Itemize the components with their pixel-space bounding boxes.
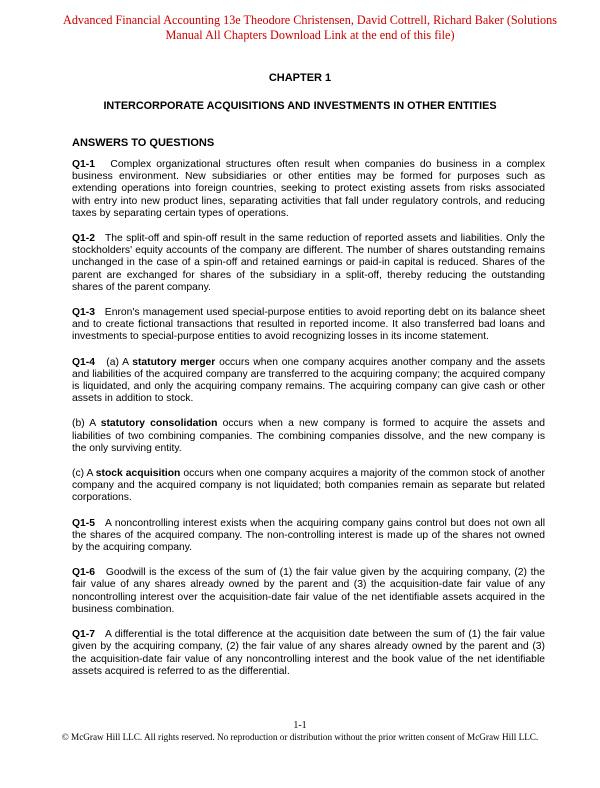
question-number: Q1-3 (72, 307, 95, 319)
answer-q1-2 (72, 233, 545, 294)
term-stock-acquisition: stock acquisition (95, 468, 181, 480)
copyright-notice: © McGraw Hill LLC. All rights reserved. No reproduction or distribution without the prior written consent of McGraw Hill LLC. (61, 732, 539, 742)
answer-q1-4c (72, 468, 545, 505)
page-number: 1-1 (293, 720, 307, 731)
answers-body (72, 159, 545, 691)
section-heading: ANSWERS TO QUESTIONS (72, 137, 215, 149)
promo-banner[interactable] (60, 13, 560, 43)
answer-q1-4b (72, 418, 545, 455)
part-prefix: (c) A (72, 468, 93, 480)
answer-text: A differential is the total difference at the acquisition date between the sum of (1) the fair value given by the acquiring company, (2) the fair value of any shares already owned by the parent and (3) the acquisition-date fair value of any noncontrolling interest and the book value of the net identifiable assets acquired is referred to as the differential. (72, 629, 545, 677)
answer-text: The split-off and spin-off result in the same reduction of reported assets and liabilities. Only the stockholders' equity accounts of the company are different. The number of shares outstanding remains unchanged in the case of a spin-off and retained earnings or paid-in capital is reduced. Shares of the parent are exchanged for shares of the subsidiary in a split-off, thereby reducing the outstanding shares of the parent company. (72, 233, 545, 293)
answer-text: occurs when one company acquires another company and the assets and liabilities of the acquired company are transferred to the acquiring company; the acquired company is liquidated, and only the acquiring company remains. The acquiring company can give cash or other assets in addition to stock. (72, 356, 546, 405)
promo-banner-line-1[interactable]: Advanced Financial Accounting 13e Theodore Christensen, David Cottrell, Richard Baker (Solutions (63, 13, 557, 27)
chapter-title: INTERCORPORATE ACQUISITIONS AND INVESTMENTS IN OTHER ENTITIES (103, 100, 497, 112)
part-prefix: (a) A (106, 356, 129, 368)
question-number: Q1-5 (72, 517, 95, 529)
answer-q1-7 (72, 629, 545, 678)
answer-text: Enron's management used special-purpose entities to avoid reporting debt on its balance sheet and to create fictional transactions that resulted in reported income. It also transferred bad loans and investments to special-purpose entities to avoid recognizing losses in its income statement. (72, 307, 545, 343)
answer-q1-3 (72, 307, 545, 344)
answer-text: occurs when one company acquires a majority of the common stock of another company and the acquired company is not liquidated; both companies remain as separate but related corporations. (72, 468, 546, 504)
answer-q1-1 (72, 159, 545, 220)
term-statutory-consolidation: statutory consolidation (100, 418, 218, 430)
question-number: Q1-6 (72, 567, 95, 579)
answer-q1-6 (72, 567, 545, 616)
question-number: Q1-2 (72, 233, 95, 245)
answer-q1-4a (72, 357, 545, 406)
promo-banner-line-2[interactable]: Manual All Chapters Download Link at the end of this file) (165, 28, 455, 42)
question-number: Q1-4 (72, 356, 95, 368)
term-statutory-merger: statutory merger (132, 356, 216, 368)
part-prefix: (b) A (72, 418, 96, 430)
answer-q1-5 (72, 518, 545, 555)
answer-text: Complex organizational structures often result when companies do business in a complex business environment. New subsidiaries or other entities may be formed for purposes such as extending operations into foreign countries, seeking to protect existing assets from risks associated with entry into new product lines, separating activities that fall under regulatory controls, and reducing taxes by separating certain types of operations. (72, 159, 545, 219)
answer-text: A noncontrolling interest exists when the acquiring company gains control but does not own all the shares of the acquired company. The non-controlling interest is made up of the shares not owned by the acquiring company. (72, 517, 545, 554)
chapter-heading: CHAPTER 1 (268, 72, 332, 84)
question-number: Q1-7 (72, 629, 95, 641)
answer-text: occurs when a new company is formed to acquire the assets and liabilities of two combining companies. The combining companies dissolve, and the new company is the only surviving entity. (72, 418, 545, 454)
question-number: Q1-1 (72, 159, 95, 170)
answer-text: Goodwill is the excess of the sum of (1) the fair value given by the acquiring company, (2) the fair value of any shares already owned by the parent and (3) the acquisition-date fair value of any noncontrolling interest over the acquisition-date fair value of the net identifiable assets acquired in the business combination. (72, 567, 545, 615)
